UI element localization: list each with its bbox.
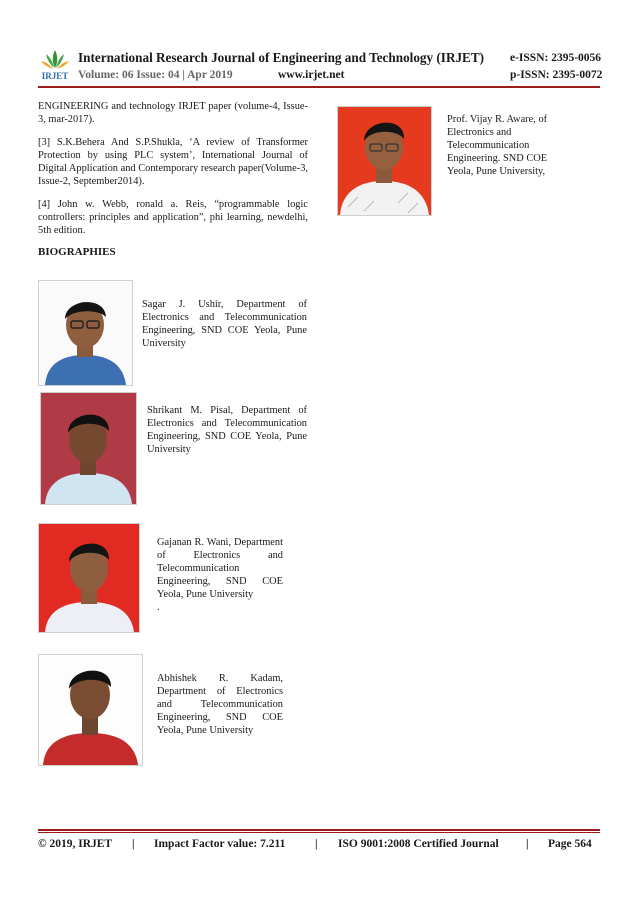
author-photo-4 <box>38 654 143 766</box>
volume-issue: Volume: 06 Issue: 04 | Apr 2019 <box>78 69 233 81</box>
author-bio-3 <box>157 536 283 614</box>
p-issn: p-ISSN: 2395-0072 <box>510 69 603 81</box>
author-bio-4: Abhishek R. Kadam, Department of Electronics and Telecommunication Engineering, SND COE Yeola, Pune University <box>157 673 283 736</box>
footer-impact-factor: Impact Factor value: 7.211 <box>154 838 286 850</box>
footer-page-number: Page 564 <box>548 838 592 850</box>
footer-rule <box>38 829 600 831</box>
reference-3: [3] S.K.Behera And S.P.Shukla, ‘A review of Transformer Protection by using PLC system’, International Journal of Digital Application and Contemporary research paper(Volume-3, Issue-2, September2014). <box>38 137 308 187</box>
footer-iso: ISO 9001:2008 Certified Journal <box>338 838 499 850</box>
author-bio-5: Prof. Vijay R. Aware, of Electronics and Telecommunication Engineering. SND COE Yeola, Pune University, <box>447 114 548 177</box>
reference-continuation: ENGINEERING and technology IRJET paper (volume-4, Issue-3, mar-2017). <box>38 101 308 125</box>
footer-separator-1: | <box>132 838 135 850</box>
footer-copyright: © 2019, IRJET <box>38 838 113 850</box>
author-photo-3 <box>38 523 140 633</box>
footer-separator-3: | <box>526 838 529 850</box>
header-rule <box>38 86 600 88</box>
references-section <box>38 100 308 237</box>
author-photo-5 <box>337 106 432 216</box>
author-bio-3-extra: . <box>157 602 160 613</box>
logo-text: IRJET <box>41 71 69 81</box>
footer-rule-thin <box>38 832 600 833</box>
journal-website-link[interactable]: www.irjet.net <box>278 69 345 81</box>
footer-separator-2: | <box>315 838 318 850</box>
reference-4: [4] John w. Webb, ronald a. Reis, “programmable logic controllers: principles and application”, phi learning, newdelhi, 5th edition. <box>38 199 308 236</box>
author-bio-1: Sagar J. Ushir, Department of Electronics and Telecommunication Engineering, SND COE Yeola, Pune University <box>142 299 307 349</box>
author-photo-1 <box>38 280 133 386</box>
irjet-logo <box>38 46 72 82</box>
author-bio-2: Shrikant M. Pisal, Department of Electronics and Telecommunication Engineering, SND COE Yeola, Pune University <box>147 405 307 455</box>
biographies-heading: BIOGRAPHIES <box>38 246 116 258</box>
author-photo-2 <box>40 392 137 505</box>
journal-title: International Research Journal of Engineering and Technology (IRJET) <box>78 50 485 65</box>
author-bio-3-text: Gajanan R. Wani, Department of Electronics and Telecommunication Engineering, SND COE Yeola, Pune University <box>157 537 283 600</box>
e-issn: e-ISSN: 2395-0056 <box>510 52 602 64</box>
